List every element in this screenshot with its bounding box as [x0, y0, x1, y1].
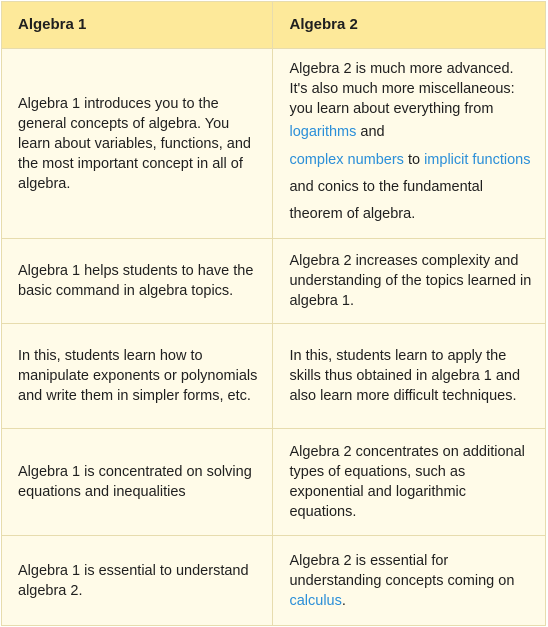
implicit-functions-link[interactable]: implicit functions [424, 152, 531, 168]
table-row [2, 239, 546, 324]
cell-text: . [341, 592, 346, 609]
cell-algebra-2: In this, students learn to apply the skills thus obtained in algebra 1 and also learn more difficult techniques. [273, 324, 546, 429]
table-row [2, 429, 546, 536]
cell-text: to [403, 152, 425, 168]
cell-algebra-1: Algebra 1 helps students to have the basic command in algebra topics. [2, 239, 273, 324]
cell-text: and conics to the fundamental theorem of algebra. [289, 179, 483, 222]
cell-algebra-2 [273, 49, 546, 239]
table-row [2, 536, 546, 626]
header-algebra-2: Algebra 2 [273, 2, 546, 49]
cell-algebra-1: Algebra 1 introduces you to the general concepts of algebra. You learn about variables, functions, and the most important concept in all of algebra. [2, 49, 273, 239]
cell-algebra-1: Algebra 1 is concentrated on solving equations and inequalities [2, 429, 273, 536]
complex-numbers-link[interactable]: complex numbers [289, 152, 404, 168]
comparison-table [1, 1, 546, 626]
cell-algebra-2: Algebra 2 increases complexity and understanding of the topics learned in algebra 1. [273, 239, 546, 324]
logarithms-link[interactable]: logarithms [289, 124, 357, 140]
calculus-link[interactable]: calculus [289, 592, 342, 609]
table-row [2, 49, 546, 239]
cell-text: Algebra 2 is essential for understanding concepts coming on [289, 552, 515, 589]
cell-text: Algebra 2 is much more advanced. It's also much more miscellaneous: you learn about everything from [289, 61, 515, 117]
table-row [2, 324, 546, 429]
cell-algebra-2 [273, 536, 546, 626]
header-algebra-1: Algebra 1 [2, 2, 273, 49]
cell-text: and [356, 124, 385, 140]
cell-algebra-1: Algebra 1 is essential to understand algebra 2. [2, 536, 273, 626]
cell-algebra-2: Algebra 2 concentrates on additional types of equations, such as exponential and logarithmic equations. [273, 429, 546, 536]
header-row [2, 2, 546, 49]
cell-algebra-1: In this, students learn how to manipulate exponents or polynomials and write them in simpler forms, etc. [2, 324, 273, 429]
